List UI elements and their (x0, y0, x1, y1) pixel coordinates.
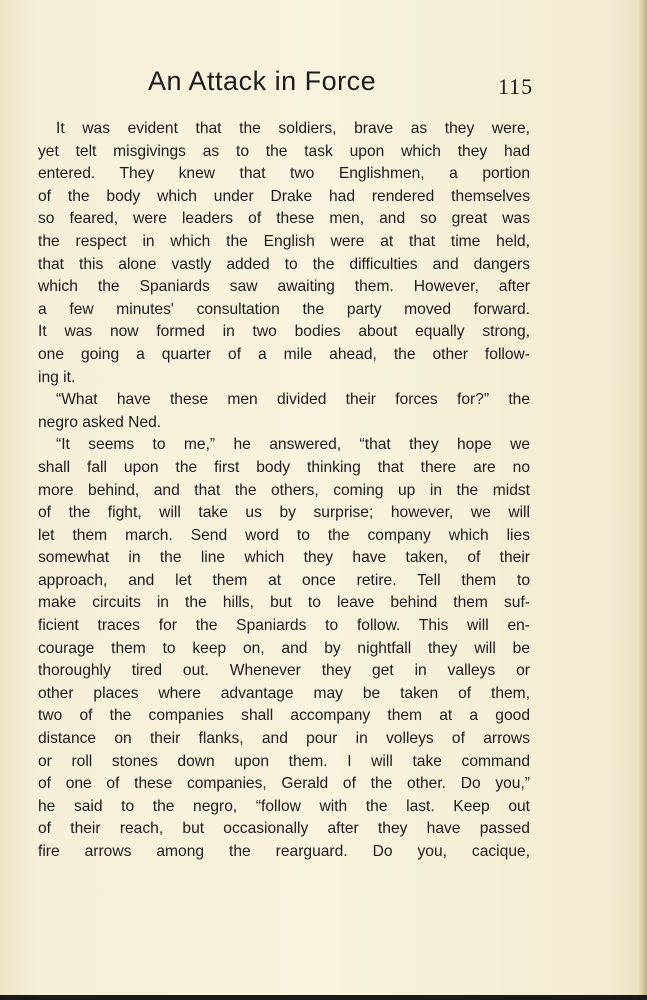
text-line: ing it. (38, 368, 76, 386)
text-line: negro asked Ned. (38, 413, 162, 431)
text-line: thoroughly tired out. Whenever they get in valleys or (38, 662, 530, 680)
text-line: more behind, and that the others, coming up in the midst (38, 481, 530, 499)
page-edge-shadow (639, 0, 647, 1000)
text-line: other places where advantage may be taken of them, (38, 684, 530, 702)
text-line: ficient traces for the Spaniards to follow. This will en- (38, 617, 530, 635)
text-line: or roll stones down upon them. I will take command (38, 752, 530, 770)
text-line: approach, and let them at once retire. Tell them to (38, 571, 530, 589)
text-line: two of the companies shall accompany them at a good (38, 707, 530, 725)
text-line: It was now formed in two bodies about equally strong, (38, 323, 530, 341)
text-line: of their reach, but occasionally after they have passed (38, 820, 530, 838)
text-line: of the fight, will take us by surprise; however, we will (38, 504, 530, 522)
page-number: 115 (498, 74, 534, 99)
text-line: he said to the negro, “follow with the last. Keep out (38, 797, 530, 815)
text-line: of one of these companies, Gerald of the other. Do you,” (38, 775, 530, 793)
text-line: of the body which under Drake had rendered themselves (38, 187, 530, 205)
text-line: yet telt misgivings as to the task upon which they had (38, 142, 530, 160)
page-header (38, 66, 538, 106)
running-title: An Attack in Force (148, 66, 377, 96)
text-line: It was evident that the soldiers, brave as they were, (56, 120, 530, 137)
text-line: “What have these men divided their forces for?” the (56, 391, 530, 409)
text-line: “It seems to me,” he answered, “that they hope we (56, 436, 530, 454)
text-line: somewhat in the line which they have taken, of their (38, 549, 530, 567)
text-line: a few minutes' consultation the party moved forward. (38, 300, 530, 318)
text-line: which the Spaniards saw awaiting them. However, after (38, 278, 530, 296)
text-line: the respect in which the English were at that time held, (38, 232, 530, 250)
text-line: distance on their flanks, and pour in volleys of arrows (38, 730, 530, 748)
text-line: let them march. Send word to the company which lies (38, 526, 530, 544)
text-line: fire arrows among the rearguard. Do you, cacique, (38, 843, 530, 860)
text-line: so feared, were leaders of these men, and so great was (38, 210, 530, 228)
text-line: that this alone vastly added to the difficulties and dangers (38, 255, 530, 273)
text-line: make circuits in the hills, but to leave behind them suf- (38, 594, 530, 612)
body-text (38, 118, 530, 864)
text-line: shall fall upon the first body thinking that there are no (38, 458, 530, 476)
text-line: courage them to keep on, and by nightfall they will be (38, 639, 530, 657)
text-line: entered. They knew that two Englishmen, a portion (38, 165, 530, 183)
scan-bottom-border (0, 995, 647, 1000)
text-line: one going a quarter of a mile ahead, the other follow- (38, 345, 530, 363)
